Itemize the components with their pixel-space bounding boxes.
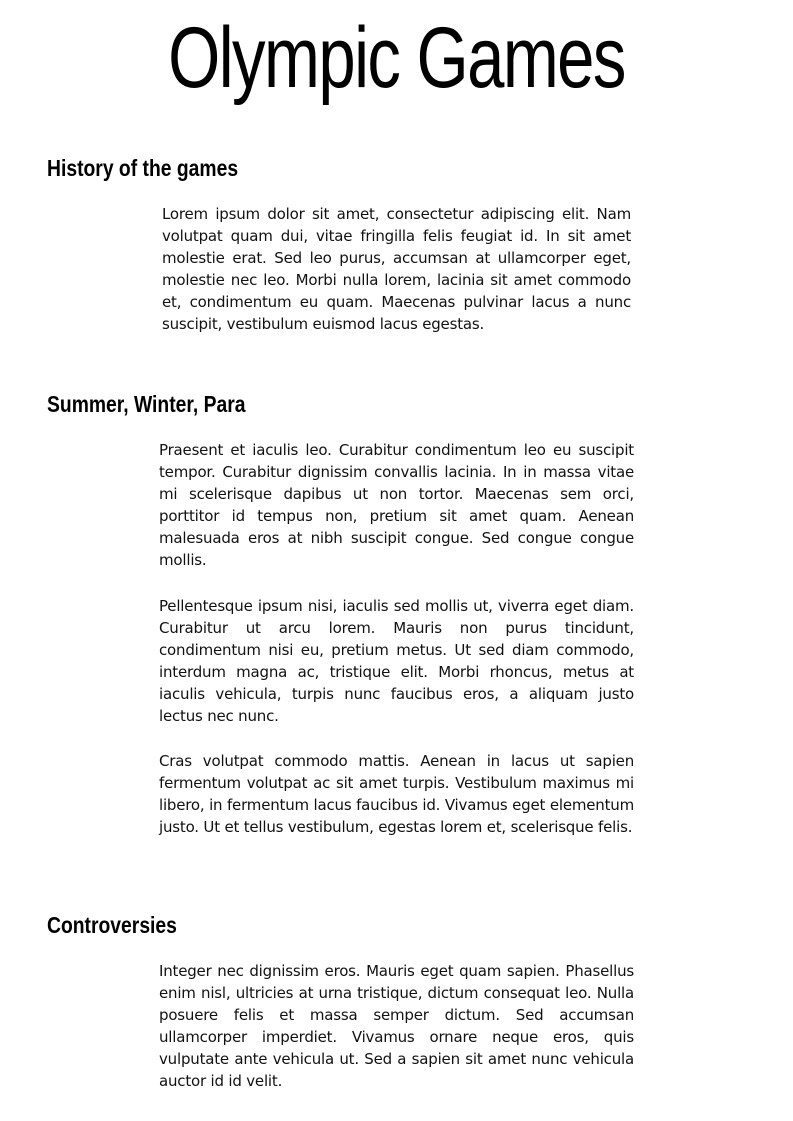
section-heading-summer-winter-para: Summer, Winter, Para bbox=[47, 391, 246, 417]
summer-winter-para-paragraph-3: Cras volutpat commodo mattis. Aenean in lacus ut sapien fermentum volutpat ac sit amet turpis. Vestibulum maximus mi libero, in fermentum lacus faucibus id. Vivamus eget elementum justo. Ut et tellus vestibulum, egestas lorem et, scelerisque felis. bbox=[159, 752, 634, 836]
page-title: Olympic Games bbox=[168, 10, 625, 106]
history-paragraph: Lorem ipsum dolor sit amet, consectetur adipiscing elit. Nam volutpat quam dui, vitae fringilla felis feugiat id. In sit amet molestie erat. Sed leo purus, accumsan at ullamcorper eget, molestie nec leo. Morbi nulla lorem, lacinia sit amet commodo et, condimentum eu quam. Maecenas pulvinar lacus a nunc suscipit, vestibulum euismod lacus egestas. bbox=[162, 205, 631, 333]
section-heading-controversies: Controversies bbox=[47, 912, 177, 938]
summer-winter-para-paragraph-1: Praesent et iaculis leo. Curabitur condimentum leo eu suscipit tempor. Curabitur dignissim convallis lacinia. In in massa vitae mi scelerisque dapibus ut non tortor. Maecenas sem orci, porttitor id tempus non, pretium sit amet quam. Aenean malesuada eros at nibh suscipit congue. Sed congue congue mollis. bbox=[159, 441, 634, 569]
controversies-paragraph: Integer nec dignissim eros. Mauris eget quam sapien. Phasellus enim nisl, ultricies at urna tristique, dictum consequat leo. Nulla posuere felis et massa semper dictum. Sed accumsan ullamcorper imperdiet. Vivamus ornare neque eros, quis vulputate ante vehicula ut. Sed a sapien sit amet nunc vehicula auctor id id velit. bbox=[159, 962, 634, 1090]
section-heading-history: History of the games bbox=[47, 155, 239, 181]
summer-winter-para-paragraph-2: Pellentesque ipsum nisi, iaculis sed mollis ut, viverra eget diam. Curabitur ut arcu lorem. Mauris non purus tincidunt, condimentum nisi eu, pretium metus. Ut sed diam commodo, interdum magna ac, tristique elit. Morbi rhoncus, metus at iaculis vehicula, turpis nunc faucibus eros, a aliquam justo lectus nec nunc. bbox=[159, 597, 634, 725]
